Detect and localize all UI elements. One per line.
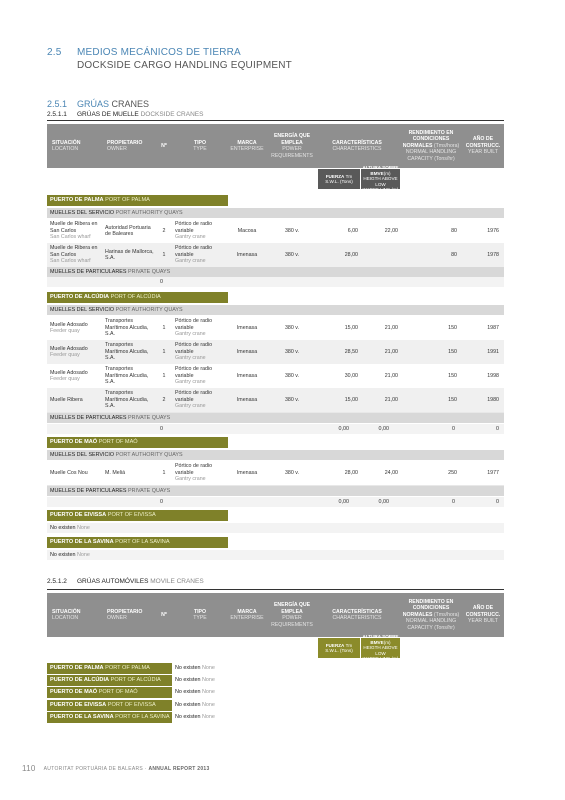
cell-cap: 80: [451, 227, 457, 234]
cell-power: 380 v.: [284, 324, 300, 331]
totals-row: 0 0,00 0,00 0 0: [47, 424, 504, 434]
cell-power: 380 v.: [284, 251, 300, 258]
cell-year: 1987: [487, 324, 499, 331]
cell-brand: Imenasa: [236, 469, 258, 476]
private-quays-band: MUELLES DE PARTICULARES PRIVATE QUAYS: [47, 486, 504, 496]
cell-owner: Transportes Marítimos Alcudia, S.A.: [105, 390, 149, 410]
cell-type: Pórtico de radio variable Gantry crane: [175, 221, 213, 241]
cell-owner: Transportes Marítimos Alcudia, S.A.: [105, 366, 149, 386]
table2-heading: 2.5.1.2 GRÚAS AUTOMÓVILES MOVILE CRANES: [47, 578, 204, 585]
table-row: [47, 388, 504, 413]
table-row: [47, 461, 504, 486]
none-label: No existen None: [175, 701, 215, 708]
none-label: No existen None: [175, 689, 215, 696]
cell-brand: Macosa: [237, 227, 257, 234]
table1-subheader: [47, 165, 504, 193]
cell-height: 22,00: [384, 227, 398, 234]
cell-n: 1: [162, 348, 166, 355]
none-label: No existen None: [175, 665, 215, 671]
cell-year: 1978: [487, 251, 499, 258]
cell-height: 21,00: [384, 396, 398, 403]
divider: [47, 120, 504, 121]
cell-year: 1991: [487, 348, 499, 355]
authority-quays-band: MUELLES DEL SERVICIO PORT AUTHORITY QUAYS: [47, 450, 504, 460]
cell-height: [361, 243, 398, 267]
port-mao: PUERTO DE MAÓ PORT OF MAÓ: [47, 437, 228, 448]
cell-loc: Muelle Ribera: [50, 396, 83, 403]
cell-type: Pórtico de radio variable Gantry crane: [175, 342, 213, 362]
table-row: [47, 219, 504, 244]
cell-loc: Muelle Cos Nou: [50, 469, 88, 476]
cell-power: 380 v.: [284, 469, 300, 476]
cell-height: 21,00: [384, 372, 398, 379]
cell-swl: 15,00: [344, 396, 358, 403]
cell-swl: 30,00: [344, 372, 358, 379]
cell-cap: 150: [448, 396, 457, 403]
cell-height: 21,00: [384, 348, 398, 355]
private-quays-band: MUELLES DE PARTICULARES PRIVATE QUAYS: [47, 413, 504, 423]
cell-height: 21,00: [384, 324, 398, 331]
cell-year: 1977: [487, 469, 499, 476]
cell-owner: M. Meliá: [105, 469, 126, 476]
cell-n: 2: [162, 396, 166, 403]
cell-owner: Autoridad Portuaria de Baleares: [105, 224, 151, 237]
cell-n: 1: [162, 251, 166, 258]
cell-loc: Muelle de Ribera en San Carlos San Carlos wharf: [50, 221, 98, 241]
table1-header: SITUACIÓN LOCATION PROPIETARIO OWNER Nº TIPO TYPE MARCA ENTERPRISE ENERGÍA QUE EMPLEA POWER REQUIREMENTS CARACTERÍSTICAS CHARACTERISTICS RENDIMIENTO EN CONDICIONES NORMALES (Tms/hora) NORMAL HANDLING CAPACITY (Tons/hr) AÑO DE CONSTRUCC. YEAR BUILT: [47, 124, 504, 168]
swl-header: FUERZA Tm S.W.L. (Tons): [318, 169, 360, 189]
authority-quays-band: MUELLES DEL SERVICIO PORT AUTHORITY QUAYS: [47, 305, 504, 315]
none-label: No existen None: [175, 713, 215, 720]
none-label: No existen None: [175, 677, 215, 684]
cell-type: Pórtico de radio variable Gantry crane: [175, 463, 213, 483]
none-row: No existen None: [47, 550, 504, 560]
port-savina: PUERTO DE LA SAVINA PORT OF LA SAVINA: [47, 537, 228, 548]
cell-brand: Imenasa: [236, 251, 258, 258]
table2-subheader: [47, 634, 504, 662]
cell-height: 24,00: [384, 469, 398, 476]
cell-year: 1998: [487, 372, 499, 379]
cell-power: 380 v.: [284, 227, 300, 234]
cell-type: Pórtico de radio variable Gantry crane: [175, 245, 213, 265]
cell-type: Pórtico de radio variable Gantry crane: [175, 390, 213, 410]
table-row: [47, 364, 504, 389]
cell-n: 2: [162, 227, 166, 234]
cell-loc: Muelle Adosado Feeder quay: [50, 369, 88, 382]
cell-year: 1976: [487, 227, 499, 234]
cell-cap: 80: [451, 251, 457, 258]
table-row: [47, 316, 504, 341]
cell-swl: 28,00: [344, 469, 358, 476]
port-row: PUERTO DE MAÓ PORT OF MAÓ: [47, 687, 172, 698]
cell-brand: Imenasa: [236, 372, 258, 379]
authority-quays-band: MUELLES DEL SERVICIO PORT AUTHORITY QUAYS: [47, 208, 504, 218]
table-row: [47, 243, 504, 268]
cell-type: Pórtico de radio variable Gantry crane: [175, 318, 213, 338]
section-title: 2.5 MEDIOS MECÁNICOS DE TIERRA: [47, 47, 241, 58]
port-row: PUERTO DE LA SAVINA PORT OF LA SAVINA: [47, 712, 172, 723]
height-header: ALTURA SOBRE BMVE(m) HEIGTH ABOVE LOW WATER LINE (m): [362, 165, 399, 193]
cell-brand: Imenasa: [236, 396, 258, 403]
cell-swl: 6,00: [347, 227, 358, 234]
cell-brand: Imenasa: [236, 324, 258, 331]
totals-row: 0: [47, 277, 504, 287]
cell-brand: Imenasa: [236, 348, 258, 355]
cell-loc: Muelle Adosado Feeder quay: [50, 345, 88, 358]
totals-row: 0 0,00 0,00 0 0: [47, 497, 504, 507]
cell-swl: 15,00: [344, 324, 358, 331]
private-quays-band: MUELLES DE PARTICULARES PRIVATE QUAYS: [47, 267, 504, 277]
cell-power: 380 v.: [284, 396, 300, 403]
port-row: PUERTO DE ALCÚDIA PORT OF ALCÚDIA: [47, 675, 172, 686]
table-row: [47, 340, 504, 365]
cell-owner: Harinas de Mallorca, S.A.: [105, 248, 154, 261]
port-palma: PUERTO DE PALMA PORT OF PALMA: [47, 195, 228, 206]
cell-n: 1: [162, 469, 166, 476]
port-alcudia: PUERTO DE ALCÚDIA PORT OF ALCÚDIA: [47, 292, 228, 303]
subsection-heading: 2.5.1 GRÚAS CRANES: [47, 99, 150, 109]
cell-loc: Muelle Adosado Feeder quay: [50, 321, 88, 334]
cell-n: 1: [162, 372, 166, 379]
table1-heading: 2.5.1.1 GRÚAS DE MUELLE DOCKSIDE CRANES: [47, 111, 204, 118]
page-footer: 110 AUTORITAT PORTUÀRIA DE BALEARS · ANNUAL REPORT 2013: [22, 764, 210, 773]
height-header: ALTURA SOBRE BMVE(m) HEIGTH ABOVE LOW WATER LINE (m): [362, 634, 399, 662]
cell-loc: Muelle de Ribera en San Carlos San Carlos wharf: [50, 245, 98, 265]
divider: [47, 589, 504, 590]
cell-cap: 150: [448, 372, 457, 379]
swl-header: FUERZA Tm S.W.L. (Tons): [318, 638, 360, 658]
cell-owner: Transportes Marítimos Alcudia, S.A.: [105, 318, 149, 338]
cell-swl: 28,00: [344, 251, 358, 258]
none-row: No existen None: [47, 523, 504, 533]
section-subtitle: DOCKSIDE CARGO HANDLING EQUIPMENT: [77, 60, 292, 71]
cell-cap: 150: [448, 348, 457, 355]
port-eivissa: PUERTO DE EIVISSA PORT OF EIVISSA: [47, 510, 228, 521]
cell-owner: Transportes Marítimos Alcudia, S.A.: [105, 342, 149, 362]
cell-n: 1: [162, 324, 166, 331]
cell-power: 380 v.: [284, 348, 300, 355]
cell-type: Pórtico de radio variable Gantry crane: [175, 366, 213, 386]
cell-power: 380 v.: [284, 372, 300, 379]
cell-year: 1980: [487, 396, 499, 403]
port-row: PUERTO DE PALMA PORT OF PALMA: [47, 663, 172, 674]
table2-header: SITUACIÓN LOCATION PROPIETARIO OWNER Nº TIPO TYPE MARCA ENTERPRISE ENERGÍA QUE EMPLEA POWER REQUIREMENTS CARACTERÍSTICAS CHARACTERISTICS RENDIMIENTO EN CONDICIONES NORMALES (Tms/hora) NORMAL HANDLING CAPACITY (Tons/hr) AÑO DE CONSTRUCC. YEAR BUILT: [47, 593, 504, 637]
cell-swl: 28,50: [344, 348, 358, 355]
page-number: 110: [22, 764, 36, 773]
port-row: PUERTO DE EIVISSA PORT OF EIVISSA: [47, 700, 172, 711]
cell-cap: 150: [448, 324, 457, 331]
cell-cap: 250: [448, 469, 457, 476]
